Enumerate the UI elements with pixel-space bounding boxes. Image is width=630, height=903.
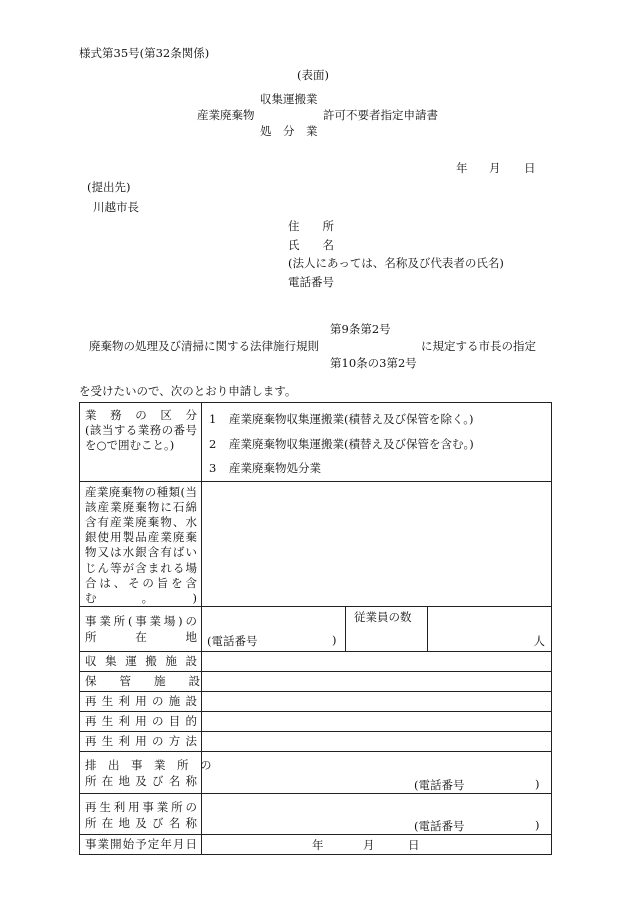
statement-line2: を受けたいので、次のとおり申請します。 xyxy=(79,384,297,398)
row-waste-type xyxy=(80,481,552,607)
discharge-office-field[interactable] xyxy=(202,752,552,794)
label-reuse-purpose: 再生利用の目的 xyxy=(85,714,197,729)
reuse-phone-close: ) xyxy=(535,818,540,833)
recipient-name: 川越市長 xyxy=(93,200,139,214)
reuse-phone-label: (電話番号 xyxy=(414,819,465,834)
start-date-day: 日 xyxy=(408,838,420,853)
business-option-1[interactable]: 1 産業廃棄物収集運搬業(積替え及び保管を除く。) xyxy=(209,412,474,426)
employees-label: 従業員の数 xyxy=(354,610,412,625)
employees-label-cell xyxy=(346,607,428,652)
applicant-name-label: 氏 名 xyxy=(288,238,334,252)
waste-type-field[interactable] xyxy=(202,481,552,607)
row-reuse-office xyxy=(80,794,552,835)
date-month: 月 xyxy=(489,161,501,175)
business-category-title: 業 務 の 区 分 xyxy=(85,408,197,422)
row-reuse-purpose xyxy=(80,712,552,732)
office-phone-label: (電話番号 xyxy=(207,634,258,649)
applicant-corporate-note: (法人にあっては、名称及び代表者の氏名) xyxy=(288,256,504,270)
row-reuse-facility xyxy=(80,692,552,712)
form-number: 様式第35号(第32条関係) xyxy=(79,46,210,60)
applicant-phone-label: 電話番号 xyxy=(288,275,334,289)
label-start-date: 事業開始予定年月日 xyxy=(85,837,197,852)
reuse-office-field[interactable] xyxy=(202,794,552,835)
title-disposal: 処 分 業 xyxy=(260,124,318,138)
label-business-category xyxy=(80,403,202,482)
date-year: 年 xyxy=(456,161,468,175)
start-date-field[interactable] xyxy=(202,835,552,855)
label-waste-type: 産業廃棄物の種類(当該産業廃棄物に石綿含有産業廃棄物、水銀使用製品産業廃棄物又は水銀含有ばいじん等が含まれる場合は、その旨を含む。) xyxy=(80,481,202,607)
start-date-year: 年 xyxy=(312,838,324,853)
statement-suffix: に規定する市長の指定 xyxy=(421,339,536,353)
label-collection-facility: 収集運搬施設 xyxy=(85,654,197,669)
label-storage-facility: 保 管 施 設 xyxy=(85,674,200,689)
reuse-facility-field[interactable] xyxy=(202,692,552,712)
collection-facility-field[interactable] xyxy=(202,652,552,672)
discharge-phone-close: ) xyxy=(535,777,540,792)
row-discharge-office xyxy=(80,752,552,794)
applicant-address-label: 住 所 xyxy=(288,219,334,233)
label-reuse-method: 再生利用の方法 xyxy=(85,734,197,749)
application-table xyxy=(79,402,552,855)
business-option-3[interactable]: 3 産業廃棄物処分業 xyxy=(209,461,321,475)
start-date-month: 月 xyxy=(363,838,375,853)
title-collection: 収集運搬業 xyxy=(260,92,318,106)
title-application: 許可不要者指定申請書 xyxy=(323,108,438,122)
row-start-date xyxy=(80,835,552,855)
row-storage-facility xyxy=(80,672,552,692)
row-collection-facility xyxy=(80,652,552,672)
discharge-phone-label: (電話番号 xyxy=(414,778,465,793)
recipient-label: (提出先) xyxy=(87,180,131,194)
label-reuse-office: 再生利用事業所の 所在地及び名称 xyxy=(80,794,202,835)
label-discharge-office: 排 出 事 業 所 の 所在地及び名称 xyxy=(80,752,202,794)
label-office: 事業所(事業場)の 所 在 地 xyxy=(80,607,202,652)
article-ref-lower: 第10条の3第2号 xyxy=(330,356,417,370)
date-day: 日 xyxy=(524,161,536,175)
business-option-2[interactable]: 2 産業廃棄物収集運搬業(積替え及び保管を含む。) xyxy=(209,436,474,451)
employees-unit: 人 xyxy=(533,634,546,649)
form-side-label: (表面) xyxy=(297,68,329,82)
business-category-note1: (該当する業務の番号 xyxy=(85,423,197,437)
row-office xyxy=(80,607,552,652)
office-address-field[interactable] xyxy=(202,607,346,652)
law-name: 廃棄物の処理及び清掃に関する法律施行規則 xyxy=(89,339,319,353)
reuse-method-field[interactable] xyxy=(202,732,552,752)
employees-field[interactable] xyxy=(428,607,552,652)
business-category-note2: を○で囲むこと。) xyxy=(85,438,175,452)
storage-facility-field[interactable] xyxy=(202,672,552,692)
reuse-purpose-field[interactable] xyxy=(202,712,552,732)
office-phone-close: ) xyxy=(332,633,337,648)
title-industrial-waste: 産業廃棄物 xyxy=(197,108,255,122)
label-reuse-facility: 再生利用の施設 xyxy=(85,694,197,709)
row-reuse-method xyxy=(80,732,552,752)
business-category-options xyxy=(202,403,552,482)
row-business-category xyxy=(80,403,552,482)
article-ref-upper: 第9条第2号 xyxy=(330,322,391,336)
